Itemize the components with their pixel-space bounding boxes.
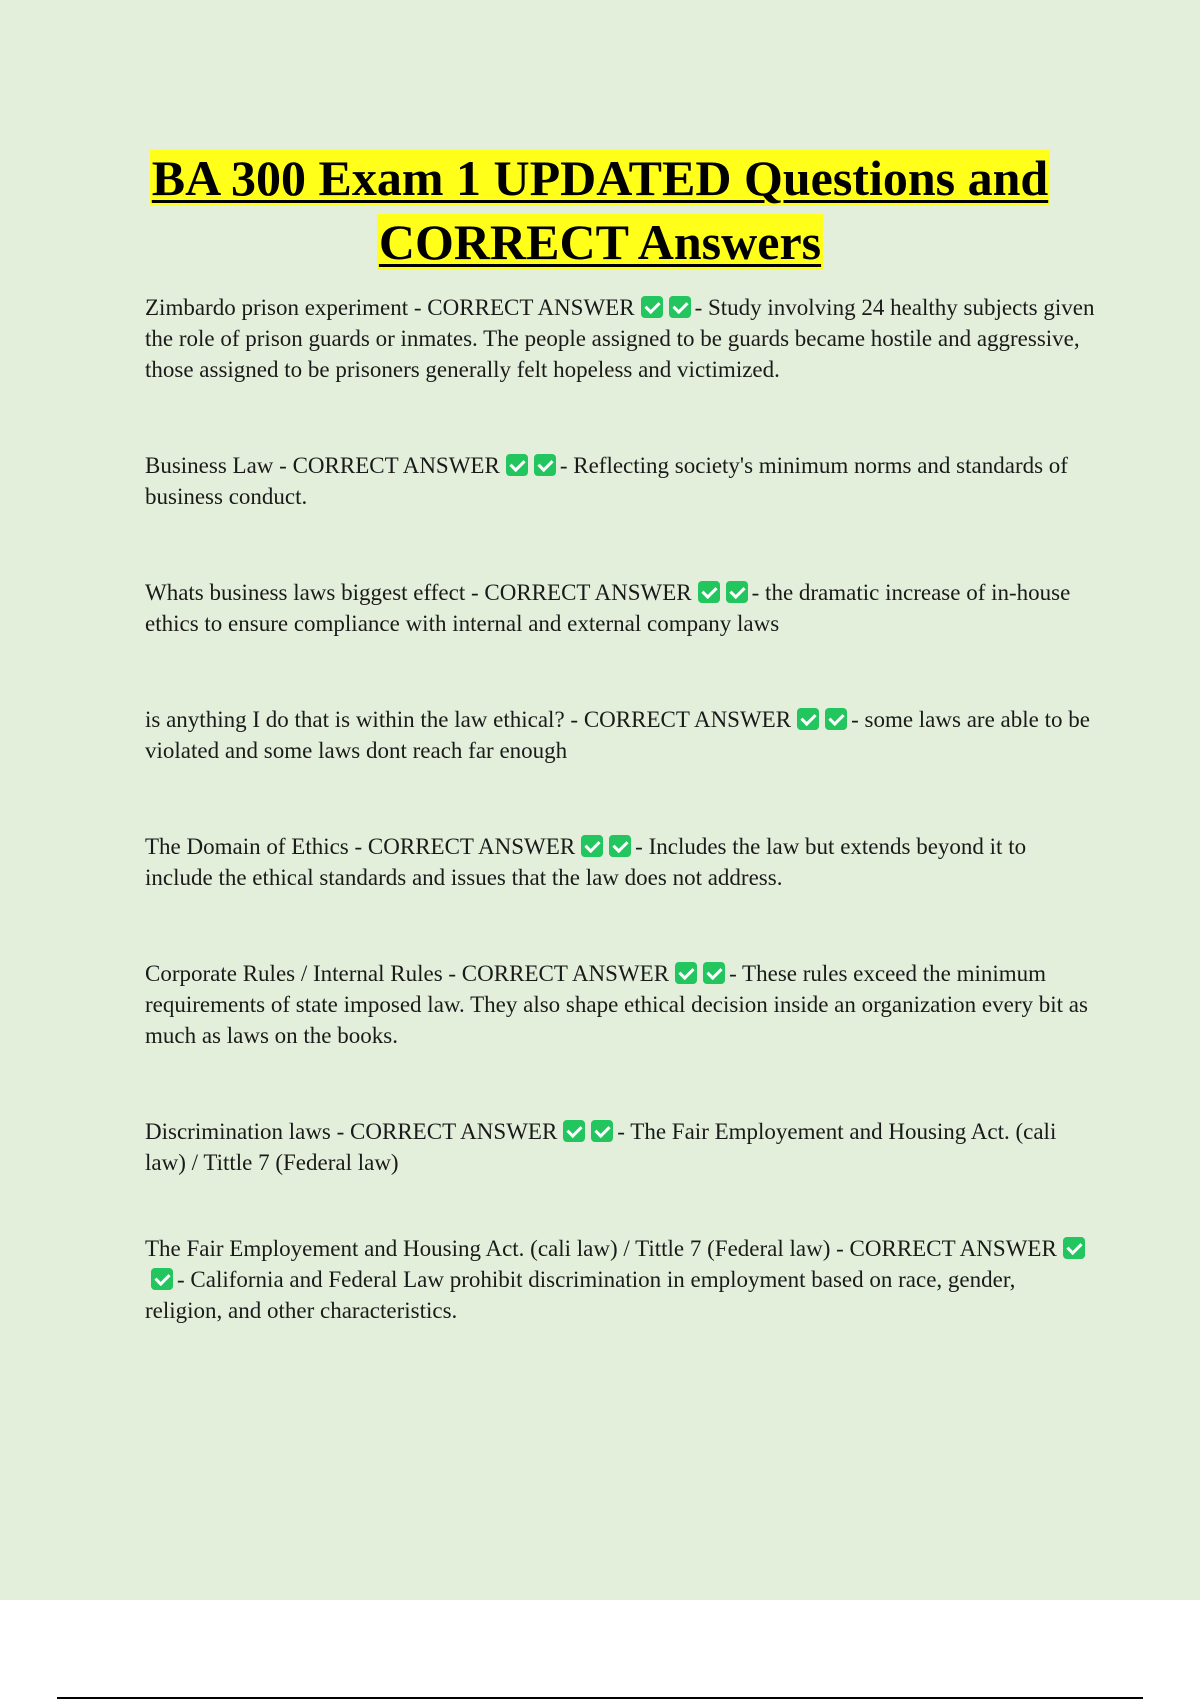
qa-question: Discrimination laws - CORRECT ANSWER <box>145 1119 558 1144</box>
qa-item <box>145 450 1095 512</box>
qa-answer: - the dramatic increase of in-house ethics to ensure compliance with internal and external company laws <box>145 580 1071 636</box>
qa-item <box>145 1116 1095 1178</box>
correct-checks <box>500 453 556 478</box>
qa-answer: - some laws are able to be violated and some laws dont reach far enough <box>145 707 1090 763</box>
check-icon <box>591 1120 613 1142</box>
check-icon <box>534 454 556 476</box>
check-icon <box>581 835 603 857</box>
check-icon <box>698 581 720 603</box>
check-icon <box>825 708 847 730</box>
correct-checks <box>575 834 631 859</box>
check-icon <box>797 708 819 730</box>
correct-checks <box>791 707 847 732</box>
document-title <box>0 146 1200 274</box>
correct-checks <box>692 580 748 605</box>
check-icon <box>641 296 663 318</box>
qa-answer: - Study involving 24 healthy subjects given the role of prison guards or inmates. The people assigned to be guards became hostile and aggressive, those assigned to be prisoners generally felt hopeless and victimized. <box>145 295 1095 382</box>
check-icon <box>669 296 691 318</box>
check-icon <box>506 454 528 476</box>
qa-item <box>145 292 1095 385</box>
title-line-2: CORRECT Answers <box>378 214 822 270</box>
qa-answer: - Reflecting society's minimum norms and standards of business conduct. <box>145 453 1068 509</box>
qa-item <box>145 704 1095 766</box>
check-icon <box>563 1120 585 1142</box>
title-line-1: BA 300 Exam 1 UPDATED Questions and <box>151 150 1049 206</box>
check-icon <box>1063 1237 1085 1259</box>
check-icon <box>151 1268 173 1290</box>
qa-question: Corporate Rules / Internal Rules - CORRECT ANSWER <box>145 961 670 986</box>
qa-question: Zimbardo prison experiment - CORRECT ANSWER <box>145 295 635 320</box>
check-icon <box>675 962 697 984</box>
qa-answer: - The Fair Employement and Housing Act. (cali law) / Tittle 7 (Federal law) <box>145 1119 1057 1175</box>
qa-answer: - California and Federal Law prohibit discrimination in employment based on race, gender, religion, and other characteristics. <box>145 1267 1016 1323</box>
qa-item <box>145 958 1095 1051</box>
qa-question: The Domain of Ethics - CORRECT ANSWER <box>145 834 576 859</box>
qa-question: Business Law - CORRECT ANSWER <box>145 453 500 478</box>
qa-answer: - These rules exceed the minimum requirements of state imposed law. They also shape ethical decision inside an organization every bit as much as laws on the books. <box>145 961 1088 1048</box>
footer-divider <box>57 1697 1143 1699</box>
correct-checks <box>669 961 725 986</box>
check-icon <box>703 962 725 984</box>
qa-list <box>145 292 1095 1326</box>
qa-question: Whats business laws biggest effect - CORRECT ANSWER <box>145 580 692 605</box>
check-icon <box>609 835 631 857</box>
correct-checks <box>635 295 691 320</box>
qa-question: is anything I do that is within the law ethical? - CORRECT ANSWER <box>145 707 792 732</box>
correct-checks <box>557 1119 613 1144</box>
qa-item <box>145 577 1095 639</box>
qa-question: The Fair Employement and Housing Act. (cali law) / Tittle 7 (Federal law) - CORRECT ANSWER <box>145 1236 1057 1261</box>
qa-item <box>145 1233 1095 1326</box>
check-icon <box>726 581 748 603</box>
qa-item <box>145 831 1095 893</box>
qa-answer: - Includes the law but extends beyond it to include the ethical standards and issues that the law does not address. <box>145 834 1027 890</box>
